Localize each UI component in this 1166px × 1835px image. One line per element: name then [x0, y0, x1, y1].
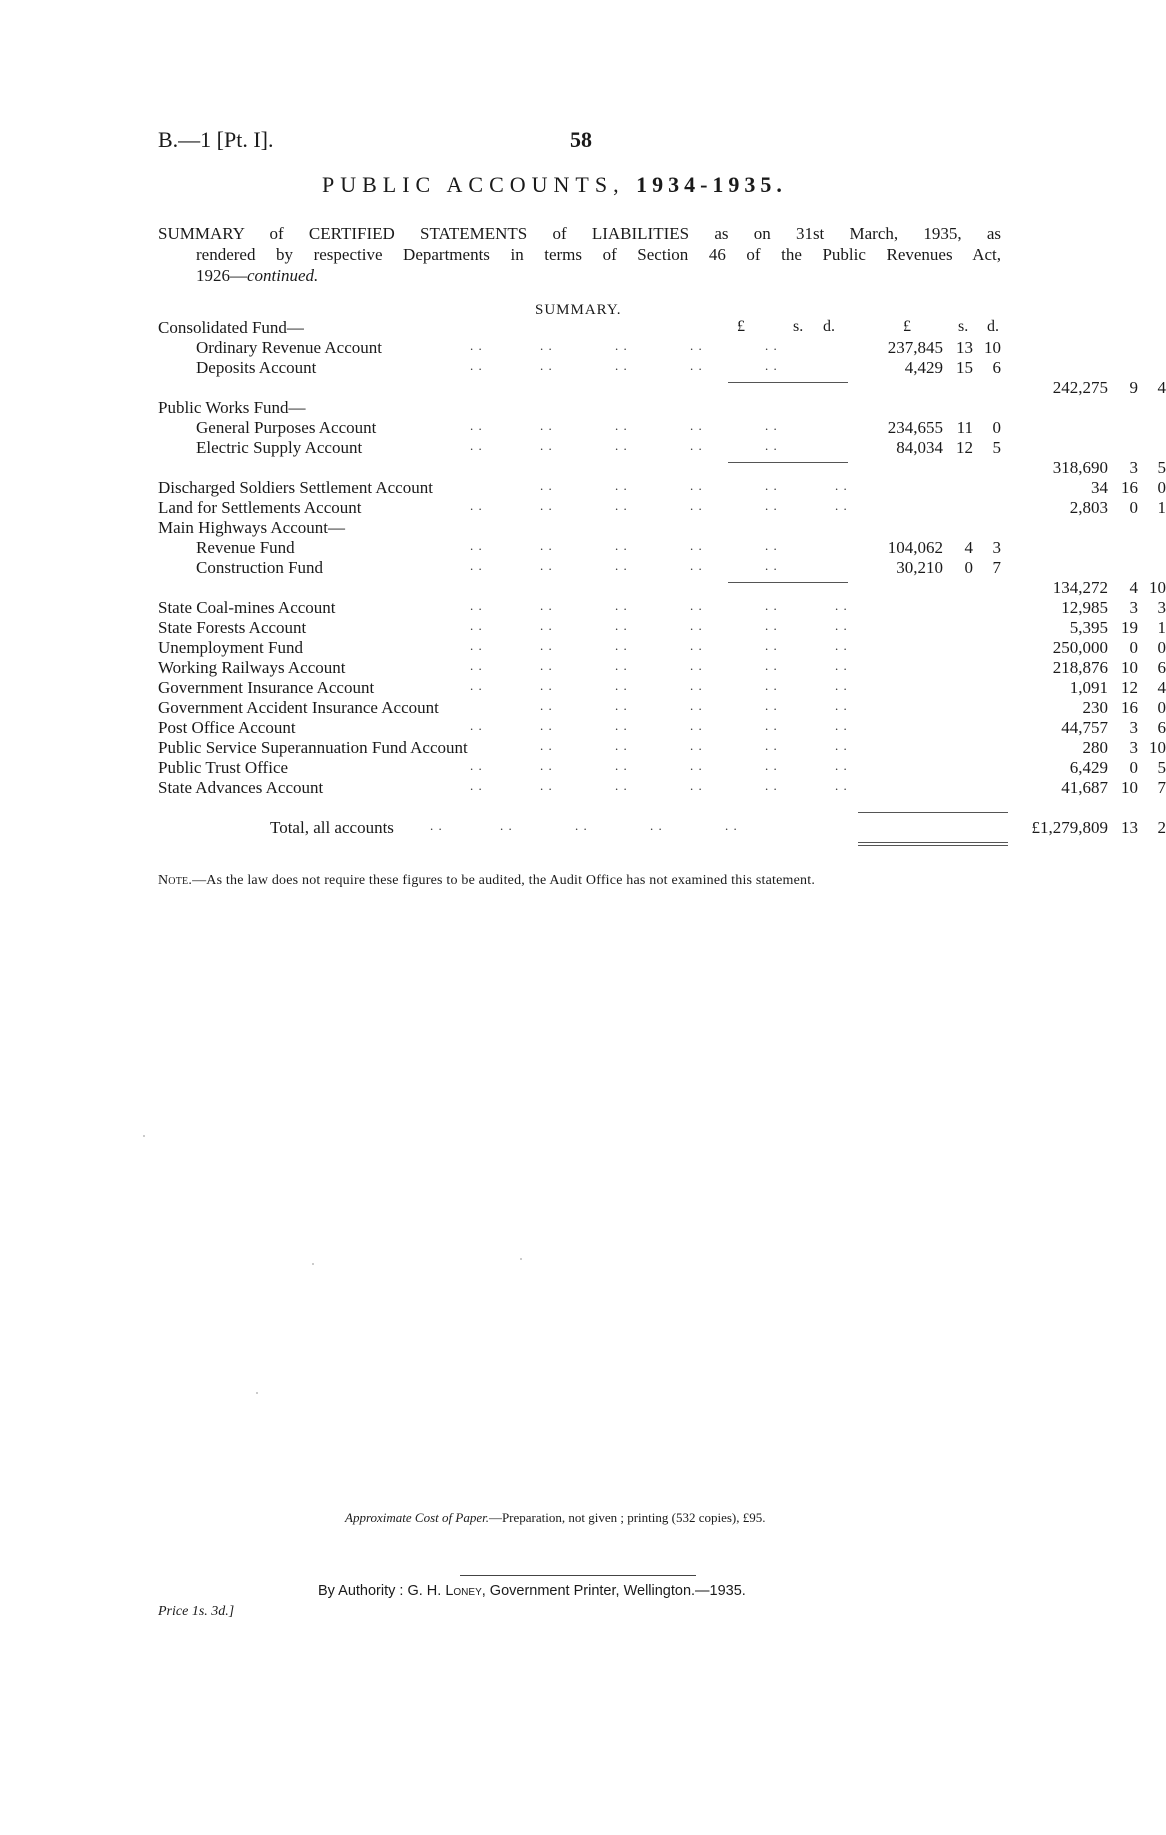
- leader-dots: . .: [470, 598, 483, 613]
- subtotal-rule: [858, 812, 1008, 813]
- leader-dots: . .: [500, 818, 513, 833]
- col2-pence: 5: [1157, 458, 1166, 477]
- leader-dots: . .: [765, 618, 778, 633]
- leader-dots: . .: [430, 818, 443, 833]
- leader-dots: . .: [615, 718, 628, 733]
- authority-text: Government Printer, Wellington.—1935.: [489, 1583, 746, 1599]
- row-label: Government Accident Insurance Account: [158, 698, 439, 717]
- col2-shillings: 10: [1121, 658, 1138, 677]
- row-label: Consolidated Fund—: [158, 318, 304, 337]
- paper-speck: [256, 1392, 258, 1394]
- leader-dots: . .: [540, 678, 553, 693]
- leader-dots: . .: [765, 418, 778, 433]
- table-row: [158, 558, 1018, 578]
- col2-shillings: 0: [1129, 638, 1138, 657]
- leader-dots: . .: [725, 818, 738, 833]
- col2-pounds: 6,429: [1069, 758, 1108, 777]
- leader-dots: . .: [690, 678, 703, 693]
- total-row: [158, 818, 1166, 838]
- leader-dots: . .: [470, 418, 483, 433]
- col1-pounds-header: £: [737, 318, 745, 335]
- leader-dots: . .: [690, 718, 703, 733]
- leader-dots: . .: [765, 538, 778, 553]
- leader-dots: . .: [615, 698, 628, 713]
- col1-shillings: 0: [964, 558, 973, 577]
- row-label: State Coal-mines Account: [158, 598, 336, 617]
- authority-rule: [460, 1575, 696, 1576]
- col2-shillings: 16: [1121, 698, 1138, 717]
- printer-name: G. H. Loney,: [407, 1583, 486, 1599]
- col2-shillings: 12: [1121, 678, 1138, 697]
- leader-dots: . .: [615, 478, 628, 493]
- leader-dots: . .: [765, 658, 778, 673]
- table-row: [158, 698, 1166, 718]
- col2-pounds: 1,091: [1069, 678, 1108, 697]
- subtotal-row: [158, 458, 1166, 478]
- leader-dots: . .: [615, 598, 628, 613]
- col1-shillings-header: s.: [793, 318, 804, 335]
- row-label: Construction Fund: [196, 558, 324, 577]
- leader-dots: . .: [540, 438, 553, 453]
- page-number: 58: [570, 127, 592, 152]
- col2-pence: 0: [1157, 478, 1166, 497]
- leader-dots: . .: [690, 658, 703, 673]
- row-label: Working Railways Account: [158, 658, 346, 677]
- leader-dots: . .: [540, 618, 553, 633]
- col2-pounds: 134,272: [1052, 578, 1108, 597]
- row-label: Ordinary Revenue Account: [196, 338, 382, 357]
- col2-shillings: 3: [1129, 458, 1138, 477]
- paper-speck: [520, 1258, 522, 1260]
- row-label: Revenue Fund: [196, 538, 295, 557]
- col2-pounds: 318,690: [1052, 458, 1108, 477]
- subtotal-rule: [858, 842, 1008, 843]
- price: Price 1s. 3d.]: [158, 1604, 235, 1619]
- leader-dots: . .: [835, 718, 848, 733]
- row-label: State Advances Account: [158, 778, 324, 797]
- leader-dots: . .: [540, 658, 553, 673]
- leader-dots: . .: [765, 498, 778, 513]
- leader-dots: . .: [540, 498, 553, 513]
- leader-dots: . .: [540, 338, 553, 353]
- leader-dots: . .: [540, 698, 553, 713]
- col2-shillings: 3: [1129, 598, 1138, 617]
- col2-shillings: 0: [1129, 758, 1138, 777]
- cost-label: Approximate Cost of Paper.: [345, 1510, 489, 1525]
- row-label: Land for Settlements Account: [158, 498, 362, 517]
- leader-dots: . .: [835, 658, 848, 673]
- table-row: [158, 778, 1166, 798]
- col2-pence: 1: [1157, 618, 1166, 637]
- leader-dots: . .: [765, 758, 778, 773]
- col2-pounds-header: £: [903, 318, 911, 335]
- leader-dots: . .: [690, 338, 703, 353]
- row-label: General Purposes Account: [196, 418, 377, 437]
- row-label: Deposits Account: [196, 358, 317, 377]
- col1-pence: 3: [992, 538, 1001, 557]
- table-row: [158, 618, 1166, 638]
- subtotal-row: [158, 578, 1166, 598]
- col1-pence: 6: [992, 358, 1001, 377]
- table-row: [158, 678, 1166, 698]
- leader-dots: . .: [470, 498, 483, 513]
- table-row: [158, 438, 1018, 458]
- leader-dots: . .: [470, 718, 483, 733]
- col1-shillings: 15: [956, 358, 973, 377]
- col2-pence: 4: [1157, 378, 1166, 397]
- col2-pounds: 34: [1091, 478, 1108, 497]
- leader-dots: . .: [540, 358, 553, 373]
- leader-dots: . .: [615, 418, 628, 433]
- col2-pence-header: d.: [987, 318, 999, 335]
- heading-line-2: rendered by respective Departments in terms of Section 46 of the Public Revenues Act,: [196, 245, 1001, 264]
- leader-dots: . .: [615, 498, 628, 513]
- row-label: Government Insurance Account: [158, 678, 375, 697]
- table-row: [158, 598, 1166, 618]
- row-label: State Forests Account: [158, 618, 307, 637]
- leader-dots: . .: [540, 418, 553, 433]
- leader-dots: . .: [765, 718, 778, 733]
- col2-shillings: 3: [1129, 718, 1138, 737]
- leader-dots: . .: [470, 758, 483, 773]
- col2-shillings: 4: [1129, 578, 1138, 597]
- col1-pence-header: d.: [823, 318, 835, 335]
- leader-dots: . .: [690, 618, 703, 633]
- leader-dots: . .: [835, 698, 848, 713]
- table-row: [158, 538, 1018, 558]
- leader-dots: . .: [470, 678, 483, 693]
- leader-dots: . .: [470, 338, 483, 353]
- col2-shillings: 10: [1121, 778, 1138, 797]
- col2-shillings: 16: [1121, 478, 1138, 497]
- leader-dots: . .: [540, 778, 553, 793]
- table-row: [158, 638, 1166, 658]
- table-row: [158, 478, 1166, 498]
- leader-dots: . .: [470, 658, 483, 673]
- row-label: Public Service Superannuation Fund Account: [158, 738, 468, 757]
- table-row: [158, 518, 1018, 538]
- col1-pence: 0: [992, 418, 1001, 437]
- leader-dots: . .: [835, 638, 848, 653]
- row-label: Main Highways Account—: [158, 518, 345, 537]
- table-row: [158, 498, 1166, 518]
- heading-line-3: [158, 265, 1001, 286]
- leader-dots: . .: [765, 698, 778, 713]
- heading-continued: continued.: [247, 266, 319, 285]
- leader-dots: . .: [615, 738, 628, 753]
- leader-dots: . .: [470, 778, 483, 793]
- table-row: [158, 718, 1166, 738]
- leader-dots: . .: [765, 358, 778, 373]
- paper-speck: [312, 1263, 314, 1265]
- note-prefix: Note.: [158, 873, 193, 888]
- leader-dots: . .: [690, 418, 703, 433]
- leader-dots: . .: [470, 438, 483, 453]
- leader-dots: . .: [470, 538, 483, 553]
- col2-pounds: 218,876: [1052, 658, 1108, 677]
- leader-dots: . .: [835, 738, 848, 753]
- row-label: Unemployment Fund: [158, 638, 303, 657]
- leader-dots: . .: [690, 538, 703, 553]
- col2-pounds: 280: [1082, 738, 1108, 757]
- subtotal-rule: [858, 845, 1008, 846]
- col2-pence: 5: [1157, 758, 1166, 777]
- table-row: [158, 418, 1018, 438]
- col2-pounds: 242,275: [1052, 378, 1108, 397]
- col1-pence: 7: [992, 558, 1001, 577]
- note-text: —As the law does not require these figures to be audited, the Audit Office has not examined this statement.: [192, 873, 816, 888]
- leader-dots: . .: [650, 818, 663, 833]
- col2-shillings: 0: [1129, 498, 1138, 517]
- leader-dots: . .: [765, 778, 778, 793]
- leader-dots: . .: [615, 538, 628, 553]
- leader-dots: . .: [835, 598, 848, 613]
- leader-dots: . .: [615, 678, 628, 693]
- table-row: [158, 738, 1166, 758]
- leader-dots: . .: [470, 358, 483, 373]
- leader-dots: . .: [540, 478, 553, 493]
- col1-shillings: 12: [956, 438, 973, 457]
- leader-dots: . .: [615, 758, 628, 773]
- leader-dots: . .: [690, 698, 703, 713]
- total-pence: 2: [1157, 818, 1166, 837]
- col2-pounds: 250,000: [1052, 638, 1108, 657]
- leader-dots: . .: [690, 358, 703, 373]
- leader-dots: . .: [615, 638, 628, 653]
- col2-pence: 6: [1157, 658, 1166, 677]
- leader-dots: . .: [540, 558, 553, 573]
- document-reference: B.—1 [Pt. I].: [158, 127, 274, 152]
- leader-dots: . .: [690, 598, 703, 613]
- leader-dots: . .: [575, 818, 588, 833]
- col2-shillings-header: s.: [958, 318, 969, 335]
- leader-dots: . .: [615, 778, 628, 793]
- summary-title: SUMMARY.: [535, 302, 622, 318]
- col2-shillings: 19: [1121, 618, 1138, 637]
- leader-dots: . .: [690, 558, 703, 573]
- leader-dots: . .: [765, 638, 778, 653]
- leader-dots: . .: [835, 778, 848, 793]
- leader-dots: . .: [470, 638, 483, 653]
- subtotal-row: [158, 378, 1166, 398]
- col2-pounds: 41,687: [1061, 778, 1108, 797]
- leader-dots: . .: [540, 598, 553, 613]
- row-label: Public Trust Office: [158, 758, 289, 777]
- leader-dots: . .: [690, 438, 703, 453]
- col2-pence: 3: [1157, 598, 1166, 617]
- col2-pence: 4: [1157, 678, 1166, 697]
- table-row: [158, 318, 1018, 338]
- statement-heading: [158, 223, 1001, 286]
- leader-dots: . .: [470, 618, 483, 633]
- col1-shillings: 11: [956, 418, 973, 437]
- table-row: [158, 338, 1018, 358]
- col1-pounds: 84,034: [896, 438, 943, 457]
- leader-dots: . .: [765, 338, 778, 353]
- col2-pence: 7: [1157, 778, 1166, 797]
- col2-pence: 10: [1149, 738, 1166, 757]
- leader-dots: . .: [615, 558, 628, 573]
- col2-pounds: 230: [1082, 698, 1108, 717]
- title-text: PUBLIC ACCOUNTS,: [322, 172, 625, 197]
- col1-pence: 10: [984, 338, 1001, 357]
- table-row: [158, 758, 1166, 778]
- total-pounds: £1,279,809: [1031, 818, 1108, 837]
- leader-dots: . .: [690, 478, 703, 493]
- row-label: Discharged Soldiers Settlement Account: [158, 478, 433, 497]
- audit-note: [158, 873, 815, 889]
- col1-pence: 5: [992, 438, 1001, 457]
- col2-pence: 0: [1157, 638, 1166, 657]
- leader-dots: . .: [540, 718, 553, 733]
- col1-pounds: 4,429: [904, 358, 943, 377]
- col2-pence: 0: [1157, 698, 1166, 717]
- row-label: Electric Supply Account: [196, 438, 363, 457]
- leader-dots: . .: [615, 338, 628, 353]
- leader-dots: . .: [540, 758, 553, 773]
- col1-pounds: 30,210: [896, 558, 943, 577]
- leader-dots: . .: [765, 678, 778, 693]
- col1-pounds: 237,845: [887, 338, 943, 357]
- col1-pounds: 104,062: [887, 538, 943, 557]
- heading-line-3-prefix: 1926—: [196, 266, 247, 285]
- table-row: [158, 658, 1166, 678]
- col2-pounds: 44,757: [1061, 718, 1108, 737]
- leader-dots: . .: [615, 358, 628, 373]
- row-label: Public Works Fund—: [158, 398, 306, 417]
- paper-speck: [143, 1135, 145, 1137]
- page-title: [322, 172, 787, 198]
- total-label: Total, all accounts: [270, 818, 394, 837]
- leader-dots: . .: [615, 438, 628, 453]
- leader-dots: . .: [690, 638, 703, 653]
- leader-dots: . .: [470, 558, 483, 573]
- leader-dots: . .: [765, 478, 778, 493]
- col1-pounds: 234,655: [887, 418, 943, 437]
- col2-pounds: 2,803: [1069, 498, 1108, 517]
- leader-dots: . .: [835, 678, 848, 693]
- total-shillings: 13: [1121, 818, 1138, 837]
- leader-dots: . .: [615, 618, 628, 633]
- col2-pence: 1: [1157, 498, 1166, 517]
- printer-authority: [318, 1583, 746, 1599]
- leader-dots: . .: [765, 558, 778, 573]
- leader-dots: . .: [690, 498, 703, 513]
- leader-dots: . .: [765, 738, 778, 753]
- leader-dots: . .: [835, 478, 848, 493]
- col2-pounds: 12,985: [1061, 598, 1108, 617]
- table-row: [158, 358, 1018, 378]
- col1-shillings: 4: [964, 538, 973, 557]
- col1-shillings: 13: [956, 338, 973, 357]
- title-years: 1934-1935.: [636, 172, 787, 197]
- leader-dots: . .: [835, 618, 848, 633]
- leader-dots: . .: [835, 758, 848, 773]
- col2-shillings: 3: [1129, 738, 1138, 757]
- leader-dots: . .: [765, 438, 778, 453]
- leader-dots: . .: [690, 758, 703, 773]
- leader-dots: . .: [615, 658, 628, 673]
- col2-pence: 10: [1149, 578, 1166, 597]
- leader-dots: . .: [835, 498, 848, 513]
- col2-pounds: 5,395: [1069, 618, 1108, 637]
- cost-of-paper: [345, 1510, 766, 1526]
- leader-dots: . .: [765, 598, 778, 613]
- table-row: [158, 398, 1018, 418]
- authority-prefix: By Authority :: [318, 1583, 404, 1599]
- heading-line-1: SUMMARY of CERTIFIED STATEMENTS of LIABILITIES as on 31st March, 1935, as: [158, 224, 1001, 243]
- leader-dots: . .: [690, 738, 703, 753]
- leader-dots: . .: [540, 638, 553, 653]
- col2-pence: 6: [1157, 718, 1166, 737]
- col2-shillings: 9: [1129, 378, 1138, 397]
- leader-dots: . .: [540, 538, 553, 553]
- cost-text: —Preparation, not given ; printing (532 copies), £95.: [488, 1510, 766, 1525]
- leader-dots: . .: [540, 738, 553, 753]
- leader-dots: . .: [690, 778, 703, 793]
- row-label: Post Office Account: [158, 718, 296, 737]
